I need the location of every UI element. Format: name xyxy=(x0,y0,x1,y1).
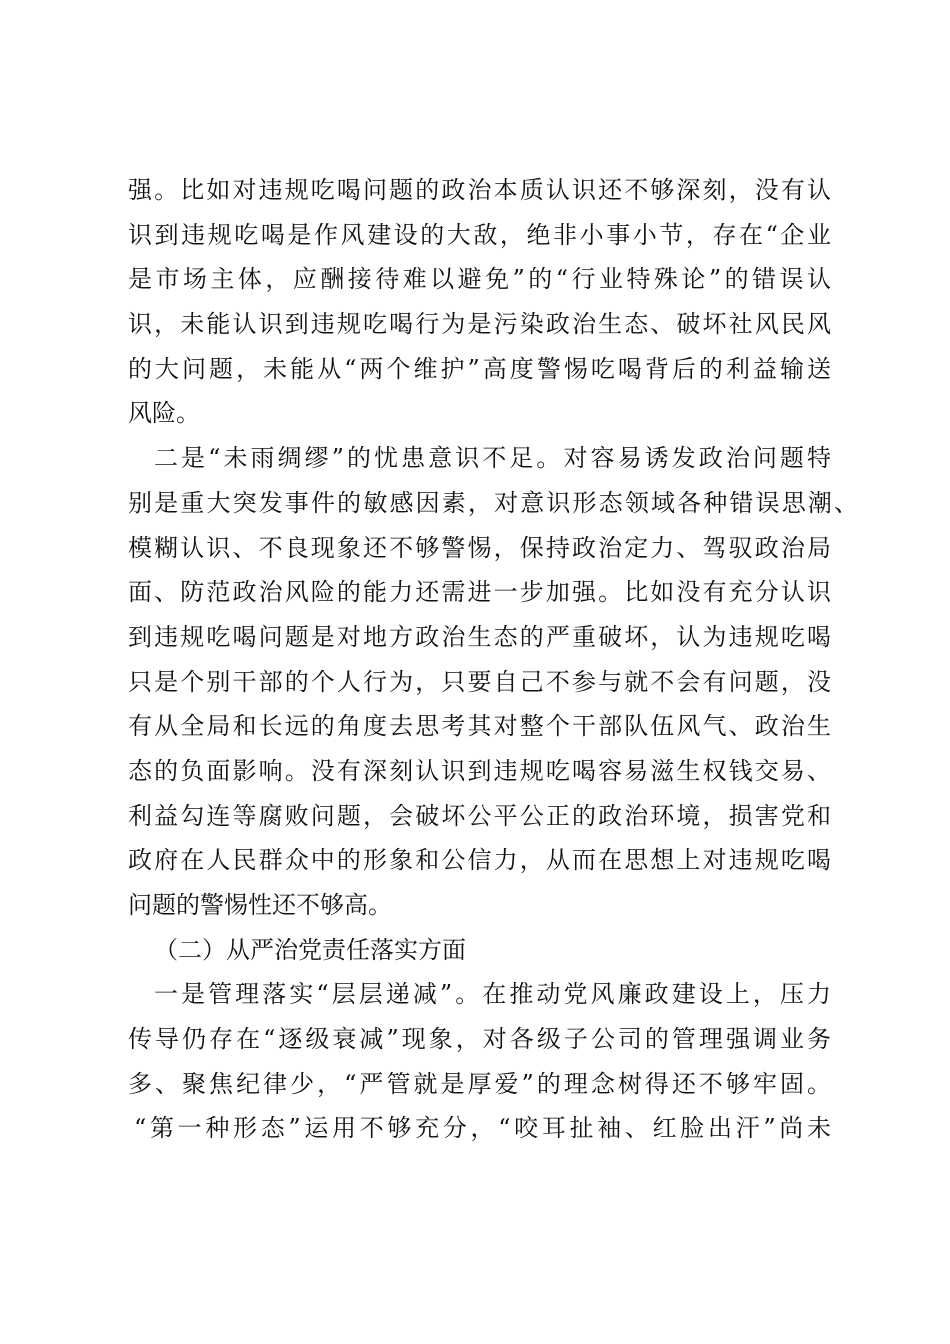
text-line: 二是“未雨绸缪”的忧患意识不足。对容易诱发政治问题特 xyxy=(154,444,831,473)
text-line: 问题的警惕性还不够高。 xyxy=(128,891,392,919)
text-line: 利益勾连等腐败问题，会破坏公平公正的政治环境，损害党和 xyxy=(128,801,831,830)
text-line: 只是个别干部的个人行为，只要自己不参与就不会有问题，没 xyxy=(128,667,831,696)
paragraph xyxy=(128,436,858,928)
paragraph xyxy=(128,168,831,436)
text-line: 模糊认识、不良现象还不够警惕，保持政治定力、驾驭政治局 xyxy=(128,533,831,562)
text-line: 识，未能认识到违规吃喝行为是污染政治生态、破坏社风民风 xyxy=(128,310,831,339)
section-heading: （二）从严治党责任落实方面 xyxy=(154,935,466,964)
text-line: 识到违规吃喝是作风建设的大敌，绝非小事小节，存在“企业 xyxy=(128,220,831,249)
text-line: 别是重大突发事件的敏感因素，对意识形态领域各种错误思潮、 xyxy=(128,488,858,517)
text-line: 面、防范政治风险的能力还需进一步加强。比如没有充分认识 xyxy=(128,578,831,607)
text-line: 到违规吃喝问题是对地方政治生态的严重破坏，认为违规吃喝 xyxy=(128,622,831,651)
paragraph xyxy=(128,972,831,1151)
text-line: 态的负面影响。没有深刻认识到违规吃喝容易滋生权钱交易、 xyxy=(128,756,831,785)
text-line: 传导仍存在“逐级衰减”现象，对各级子公司的管理强调业务 xyxy=(128,1025,831,1054)
text-line: 一是管理落实“层层递减”。在推动党风廉政建设上，压力 xyxy=(154,980,831,1009)
text-line: 政府在人民群众中的形象和公信力，从而在思想上对违规吃喝 xyxy=(128,846,831,875)
text-line: “第一种形态”运用不够充分，“咬耳扯袖、红脸出汗”尚未 xyxy=(134,1114,831,1143)
document-page xyxy=(128,168,858,1151)
text-line: 风险。 xyxy=(128,399,200,428)
text-line: 强。比如对违规吃喝问题的政治本质认识还不够深刻，没有认 xyxy=(128,176,831,204)
text-line: 是市场主体，应酬接待难以避免”的“行业特殊论”的错误认 xyxy=(128,265,831,294)
text-line: 多、聚焦纪律少，“严管就是厚爱”的理念树得还不够牢固。 xyxy=(128,1069,831,1098)
text-line: 有从全局和长远的角度去思考其对整个干部队伍风气、政治生 xyxy=(128,712,831,741)
text-line: 的大问题，未能从“两个维护”高度警惕吃喝背后的利益输送 xyxy=(128,354,831,383)
